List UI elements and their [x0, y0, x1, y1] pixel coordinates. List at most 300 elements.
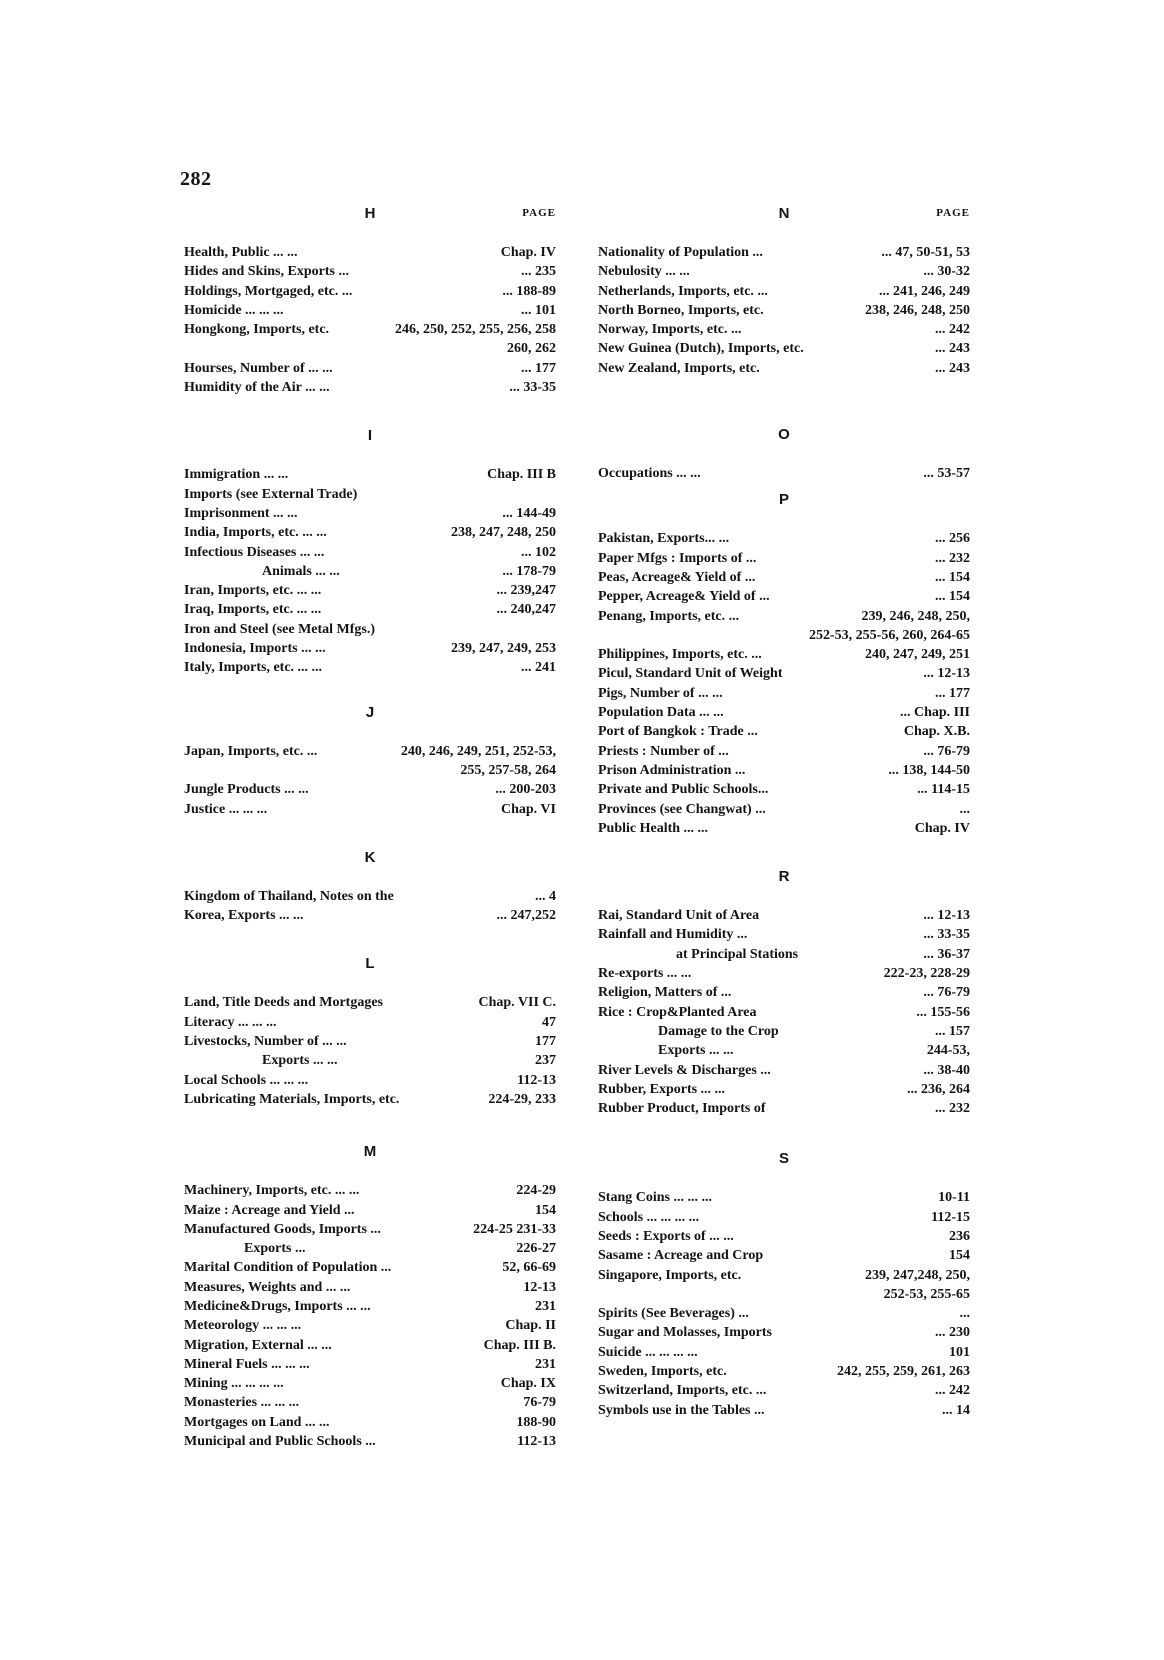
index-term: Jungle Products ... ... — [184, 782, 309, 798]
index-term: Suicide ... ... ... ... — [598, 1344, 698, 1360]
index-term: Rainfall and Humidity ... — [598, 927, 748, 943]
index-term: Netherlands, Imports, etc. ... — [598, 283, 768, 299]
index-term: Exports ... ... — [262, 1053, 338, 1069]
index-entry — [184, 658, 556, 677]
page-reference: ... 230 — [935, 1325, 970, 1341]
page-reference: ... 177 — [521, 360, 556, 376]
index-entry — [184, 1071, 556, 1090]
index-entry — [598, 1266, 970, 1285]
index-term: Literacy ... ... ... — [184, 1014, 277, 1030]
index-entry — [598, 964, 970, 983]
index-entry — [184, 639, 556, 658]
index-term: Homicide ... ... ... — [184, 302, 284, 318]
index-entry — [184, 993, 556, 1012]
index-term: Municipal and Public Schools ... — [184, 1434, 376, 1450]
page-reference: ... 33-35 — [509, 380, 556, 396]
index-entry — [184, 485, 556, 504]
section-heading — [184, 849, 556, 869]
page-reference: 240, 247, 249, 251 — [865, 647, 970, 663]
index-entry — [184, 543, 556, 562]
index-section-l — [184, 955, 556, 1109]
section-letter: S — [778, 1150, 789, 1168]
index-entry — [184, 1201, 556, 1220]
page-reference: 47 — [542, 1014, 556, 1030]
index-section-i — [184, 427, 556, 677]
index-entry — [598, 529, 970, 548]
section-letter: I — [367, 427, 373, 445]
page-reference: ... 256 — [935, 531, 970, 547]
index-section-p — [598, 491, 970, 838]
index-entry — [598, 742, 970, 761]
index-term: Livestocks, Number of ... ... — [184, 1034, 347, 1050]
page-reference: 240, 246, 249, 251, 252-53, — [400, 743, 556, 759]
index-entry — [598, 549, 970, 568]
index-term: Switzerland, Imports, etc. ... — [598, 1383, 767, 1399]
index-term: Symbols use in the Tables ... — [598, 1402, 765, 1418]
index-entry — [184, 1278, 556, 1297]
page-reference: ... 178-79 — [502, 563, 556, 579]
index-term: Pepper, Acreage& Yield of ... — [598, 589, 770, 605]
index-entry — [184, 581, 556, 600]
page-reference: ... 235 — [521, 264, 556, 280]
page-reference: 12-13 — [523, 1279, 556, 1295]
index-entry — [184, 1336, 556, 1355]
index-term: Land, Title Deeds and Mortgages — [184, 995, 383, 1011]
index-entry — [598, 1099, 970, 1118]
index-entry — [598, 722, 970, 741]
index-entry — [184, 523, 556, 542]
index-term: Mineral Fuels ... ... ... — [184, 1356, 310, 1372]
index-section-j — [184, 704, 556, 819]
index-entry — [598, 1381, 970, 1400]
page-reference: 112-13 — [517, 1072, 556, 1088]
index-entry — [598, 301, 970, 320]
section-heading — [598, 1150, 970, 1170]
page-reference: ... 76-79 — [923, 743, 970, 759]
index-entry-continuation: 260, 262 — [507, 341, 556, 357]
index-term: Paper Mfgs : Imports of ... — [598, 550, 757, 566]
index-term: Immigration ... ... — [184, 467, 289, 483]
index-term: Meteorology ... ... ... — [184, 1318, 302, 1334]
index-section-s — [598, 1150, 970, 1420]
index-entry-continuation: 252-53, 255-65 — [883, 1286, 970, 1302]
page-number: 282 — [180, 168, 212, 190]
section-letter: M — [363, 1143, 377, 1161]
page-reference: ... 188-89 — [502, 283, 556, 299]
index-entry — [184, 320, 556, 339]
index-entry — [598, 703, 970, 722]
index-entry — [184, 1220, 556, 1239]
index-entry — [598, 1080, 970, 1099]
page-reference: ... 155-56 — [916, 1004, 970, 1020]
index-term: Philippines, Imports, etc. ... — [598, 647, 762, 663]
page-reference: ... 242 — [935, 1383, 970, 1399]
page-reference: 188-90 — [516, 1414, 556, 1430]
index-term: Humidity of the Air ... ... — [184, 380, 330, 396]
index-term: Seeds : Exports of ... ... — [598, 1228, 734, 1244]
index-term: New Zealand, Imports, etc. — [598, 360, 760, 376]
index-entry — [184, 780, 556, 799]
page-reference: ... 76-79 — [923, 985, 970, 1001]
index-section-k — [184, 849, 556, 926]
page-reference: ... Chap. III — [899, 705, 970, 721]
index-entry — [184, 620, 556, 639]
index-entry — [598, 282, 970, 301]
page-reference: 226-27 — [516, 1241, 556, 1257]
page-reference: 76-79 — [523, 1395, 556, 1411]
index-term: Rubber Product, Imports of — [598, 1101, 766, 1117]
index-entry — [184, 1090, 556, 1109]
page-column-label: PAGE — [936, 207, 970, 219]
page-reference: ... 243 — [935, 341, 970, 357]
page-reference: ... 38-40 — [923, 1062, 970, 1078]
page-reference: ... — [959, 801, 970, 817]
page-reference: 239, 247,248, 250, — [865, 1267, 970, 1283]
index-entry — [184, 1297, 556, 1316]
index-entry — [184, 301, 556, 320]
index-entry — [184, 359, 556, 378]
page-column-label: PAGE — [522, 207, 556, 219]
section-letter: J — [365, 703, 375, 721]
index-entry — [598, 1061, 970, 1080]
index-term: Maize : Acreage and Yield ... — [184, 1202, 355, 1218]
section-letter: N — [778, 205, 790, 222]
index-term: Japan, Imports, etc. ... — [184, 743, 318, 759]
index-term: Health, Public ... ... — [184, 245, 298, 260]
index-entry — [598, 925, 970, 944]
index-entry — [598, 761, 970, 780]
index-term: New Guinea (Dutch), Imports, etc. — [598, 341, 804, 357]
index-term: Iran, Imports, etc. ... ... — [184, 583, 322, 599]
page-reference: 222-23, 228-29 — [883, 966, 970, 982]
page-reference: 224-29 — [516, 1183, 556, 1199]
index-term: River Levels & Discharges ... — [598, 1062, 771, 1078]
index-entry — [184, 243, 556, 262]
index-entry — [184, 1239, 556, 1258]
index-entry — [598, 1343, 970, 1362]
index-term: Exports ... — [244, 1241, 306, 1257]
page-reference: Chap. IV — [500, 245, 556, 260]
index-term: Mining ... ... ... ... — [184, 1376, 284, 1392]
page-reference: ... 114-15 — [917, 782, 970, 798]
index-section-n — [598, 205, 970, 378]
index-entry — [184, 1051, 556, 1070]
index-term: Marital Condition of Population ... — [184, 1260, 392, 1276]
page-reference: ... — [959, 1306, 970, 1322]
page-reference: 238, 247, 248, 250 — [451, 525, 556, 541]
index-entry — [598, 243, 970, 262]
index-term: Norway, Imports, etc. ... — [598, 322, 742, 338]
index-entry — [598, 1022, 970, 1041]
page-reference: Chap. II — [505, 1318, 556, 1334]
index-entry — [598, 464, 970, 483]
page-reference: ... 102 — [521, 544, 556, 560]
index-term: Exports ... ... — [658, 1043, 734, 1059]
index-entry — [184, 1032, 556, 1051]
page-reference: ... 232 — [935, 550, 970, 566]
index-term: Occupations ... ... — [598, 466, 701, 482]
section-heading — [598, 426, 970, 446]
index-term: Nebulosity ... ... — [598, 264, 690, 280]
page-reference: 239, 247, 249, 253 — [451, 641, 556, 657]
page-reference: ... 101 — [521, 302, 556, 318]
index-entry — [184, 906, 556, 925]
page-reference: 154 — [535, 1202, 556, 1218]
index-term: Animals ... ... — [262, 563, 340, 579]
index-entry — [598, 262, 970, 281]
page-reference: 238, 246, 248, 250 — [865, 302, 970, 318]
index-entry — [184, 1393, 556, 1412]
index-term: Medicine&Drugs, Imports ... ... — [184, 1298, 371, 1314]
index-entry-continuation: 252-53, 255-56, 260, 264-65 — [809, 627, 970, 643]
index-term: Machinery, Imports, etc. ... ... — [184, 1183, 360, 1199]
index-term: Sugar and Molasses, Imports — [598, 1325, 772, 1341]
index-entry — [184, 1432, 556, 1451]
page-reference: Chap. III B — [487, 467, 556, 483]
page-reference: ... 232 — [935, 1101, 970, 1117]
page-reference: ... 14 — [942, 1402, 970, 1418]
page-reference: ... 241, 246, 249 — [879, 283, 970, 299]
page-reference: Chap. VII C. — [478, 995, 556, 1011]
index-term: Singapore, Imports, etc. — [598, 1267, 742, 1283]
index-term: Italy, Imports, etc. ... ... — [184, 660, 323, 676]
index-term: Religion, Matters of ... — [598, 985, 732, 1001]
index-entry — [598, 800, 970, 819]
index-term: Pigs, Number of ... ... — [598, 685, 723, 701]
index-term: Infectious Diseases ... ... — [184, 544, 325, 560]
index-entry — [598, 607, 970, 626]
page-reference: Chap. X.B. — [903, 724, 970, 740]
index-entry — [598, 587, 970, 606]
page-reference: ... 12-13 — [923, 908, 970, 924]
index-entry — [184, 600, 556, 619]
index-entry — [598, 1323, 970, 1342]
index-term: Port of Bangkok : Trade ... — [598, 724, 758, 740]
index-term: Rai, Standard Unit of Area — [598, 908, 760, 924]
page-reference: 231 — [535, 1298, 556, 1314]
page-reference: ... 157 — [935, 1023, 970, 1039]
index-term: Imprisonment ... ... — [184, 505, 298, 521]
section-heading — [184, 1143, 556, 1163]
index-entry — [184, 262, 556, 281]
page-reference: 112-15 — [931, 1209, 970, 1225]
page-reference: ... 236, 264 — [907, 1081, 970, 1097]
page-reference: ... 144-49 — [502, 505, 556, 521]
index-term: Monasteries ... ... ... — [184, 1395, 300, 1411]
page-reference: ... 239,247 — [496, 583, 556, 599]
index-term: Schools ... ... ... ... — [598, 1209, 700, 1225]
page-reference: 154 — [949, 1248, 970, 1264]
index-entry — [184, 562, 556, 581]
index-entry — [184, 1013, 556, 1032]
page-reference: ... 30-32 — [923, 264, 970, 280]
index-term: Kingdom of Thailand, Notes on the — [184, 888, 394, 904]
index-entry — [184, 1258, 556, 1277]
index-entry — [598, 1401, 970, 1420]
index-entry — [598, 359, 970, 378]
index-column-left — [184, 205, 556, 1451]
index-term: Rice : Crop&Planted Area — [598, 1004, 757, 1020]
page-reference: ... 240,247 — [496, 602, 556, 618]
index-entry — [598, 339, 970, 358]
page-reference: 239, 246, 248, 250, — [861, 608, 970, 624]
section-letter: O — [778, 426, 790, 444]
page-reference: 10-11 — [938, 1190, 970, 1206]
page-reference: ... 154 — [935, 569, 970, 585]
page-reference: Chap. III B. — [483, 1337, 556, 1353]
page-reference: Chap. VI — [501, 801, 556, 817]
index-term: Imports (see External Trade) — [184, 486, 358, 502]
section-letter: P — [778, 491, 789, 509]
section-heading — [184, 205, 556, 225]
index-entry — [598, 1304, 970, 1323]
page-reference: ... 154 — [935, 589, 970, 605]
index-term: Provinces (see Changwat) ... — [598, 801, 766, 817]
index-entry — [598, 1362, 970, 1381]
index-section-m — [184, 1143, 556, 1451]
index-term: Penang, Imports, etc. ... — [598, 608, 740, 624]
index-term: Peas, Acreage& Yield of ... — [598, 569, 756, 585]
page-reference: 231 — [535, 1356, 556, 1372]
index-entry — [184, 800, 556, 819]
index-entry — [598, 664, 970, 683]
page-reference: 224-25 231-33 — [473, 1221, 556, 1237]
index-term: Hourses, Number of ... ... — [184, 360, 333, 376]
index-entry — [598, 1188, 970, 1207]
index-entry — [598, 1041, 970, 1060]
page-reference: Chap. IX — [500, 1376, 556, 1392]
page-reference: ... 12-13 — [923, 666, 970, 682]
page-reference: ... 242 — [935, 322, 970, 338]
index-term: Population Data ... ... — [598, 705, 724, 721]
index-entry — [184, 1355, 556, 1374]
page-reference: 224-29, 233 — [488, 1091, 556, 1107]
index-term: Hides and Skins, Exports ... — [184, 264, 349, 280]
section-letter: R — [778, 868, 790, 886]
index-entry — [598, 320, 970, 339]
index-entry — [598, 780, 970, 799]
index-entry-continuation: 255, 257-58, 264 — [460, 762, 556, 778]
index-term: Rubber, Exports ... ... — [598, 1081, 726, 1097]
index-section-o — [598, 426, 970, 483]
page-reference: 236 — [949, 1228, 970, 1244]
index-term: Indonesia, Imports ... ... — [184, 641, 326, 657]
index-term: Sweden, Imports, etc. — [598, 1364, 727, 1380]
index-column-right — [598, 205, 970, 1420]
index-entry — [184, 1316, 556, 1335]
section-heading — [184, 427, 556, 447]
index-entry — [598, 1227, 970, 1246]
page-reference: ... 177 — [935, 685, 970, 701]
index-term: Priests : Number of ... — [598, 743, 729, 759]
section-heading — [184, 955, 556, 975]
index-term: Prison Administration ... — [598, 762, 746, 778]
page-reference: ... 33-35 — [923, 927, 970, 943]
index-term: Korea, Exports ... ... — [184, 908, 304, 924]
index-term: India, Imports, etc. ... ... — [184, 525, 327, 541]
page-reference: 242, 255, 259, 261, 263 — [837, 1364, 970, 1380]
page-reference: ... 200-203 — [495, 782, 556, 798]
index-entry — [598, 1246, 970, 1265]
page-reference: 177 — [535, 1034, 556, 1050]
section-heading — [598, 205, 970, 225]
index-entry — [598, 945, 970, 964]
index-entry — [184, 887, 556, 906]
page-reference: 246, 250, 252, 255, 256, 258 — [395, 322, 556, 338]
page-reference: 237 — [535, 1053, 556, 1069]
index-term: Iraq, Imports, etc. ... ... — [184, 602, 322, 618]
index-entry — [184, 1181, 556, 1200]
section-heading — [598, 491, 970, 511]
index-term: Holdings, Mortgaged, etc. ... — [184, 283, 353, 299]
index-term: Stang Coins ... ... ... — [598, 1190, 712, 1206]
index-term: Justice ... ... ... — [184, 801, 268, 817]
index-entry — [184, 1413, 556, 1432]
page-reference: ... 243 — [935, 360, 970, 376]
index-entry — [598, 983, 970, 1002]
index-section-h — [184, 205, 556, 397]
index-term: Hongkong, Imports, etc. — [184, 322, 330, 338]
index-entry — [598, 568, 970, 587]
page-reference: 52, 66-69 — [502, 1260, 556, 1276]
page-reference: 112-13 — [517, 1434, 556, 1450]
page-reference: 244-53, — [926, 1043, 970, 1059]
index-entry — [184, 378, 556, 397]
index-term: Sasame : Acreage and Crop — [598, 1248, 764, 1264]
page-reference: ... 47, 50-51, 53 — [881, 245, 970, 260]
page-reference: ... 138, 144-50 — [888, 762, 970, 778]
index-term: Pakistan, Exports... ... — [598, 531, 730, 547]
index-entry — [598, 684, 970, 703]
page-reference: ... 4 — [535, 888, 556, 904]
index-term: Re-exports ... ... — [598, 966, 692, 982]
index-term: North Borneo, Imports, etc. — [598, 302, 764, 318]
index-term: Private and Public Schools... — [598, 782, 769, 798]
index-term: Damage to the Crop — [658, 1023, 779, 1039]
index-entry — [598, 1003, 970, 1022]
index-term: Migration, External ... ... — [184, 1337, 332, 1353]
index-term: Nationality of Population ... — [598, 245, 763, 260]
index-term: Iron and Steel (see Metal Mfgs.) — [184, 621, 376, 637]
index-entry — [184, 465, 556, 484]
index-term: Measures, Weights and ... ... — [184, 1279, 351, 1295]
page-reference: ... 36-37 — [923, 946, 970, 962]
index-entry — [184, 742, 556, 761]
section-letter: L — [365, 955, 375, 973]
index-entry — [598, 1208, 970, 1227]
index-term: Manufactured Goods, Imports ... — [184, 1221, 381, 1237]
section-heading — [184, 704, 556, 724]
page-reference: ... 53-57 — [923, 466, 970, 482]
section-letter: H — [364, 205, 376, 222]
page-reference: ... 247,252 — [496, 908, 556, 924]
section-heading — [598, 868, 970, 888]
section-letter: K — [364, 848, 376, 866]
index-term: Lubricating Materials, Imports, etc. — [184, 1091, 400, 1107]
index-entry — [184, 504, 556, 523]
index-section-r — [598, 868, 970, 1118]
page-reference: ... 241 — [521, 660, 556, 676]
index-term: Local Schools ... ... ... — [184, 1072, 309, 1088]
page-reference: Chap. IV — [914, 820, 970, 836]
index-term: at Principal Stations — [676, 946, 799, 962]
index-entry — [184, 1374, 556, 1393]
index-term: Public Health ... ... — [598, 820, 709, 836]
index-entry — [598, 906, 970, 925]
page-reference: 101 — [949, 1344, 970, 1360]
index-term: Spirits (See Beverages) ... — [598, 1306, 749, 1322]
index-entry — [598, 645, 970, 664]
